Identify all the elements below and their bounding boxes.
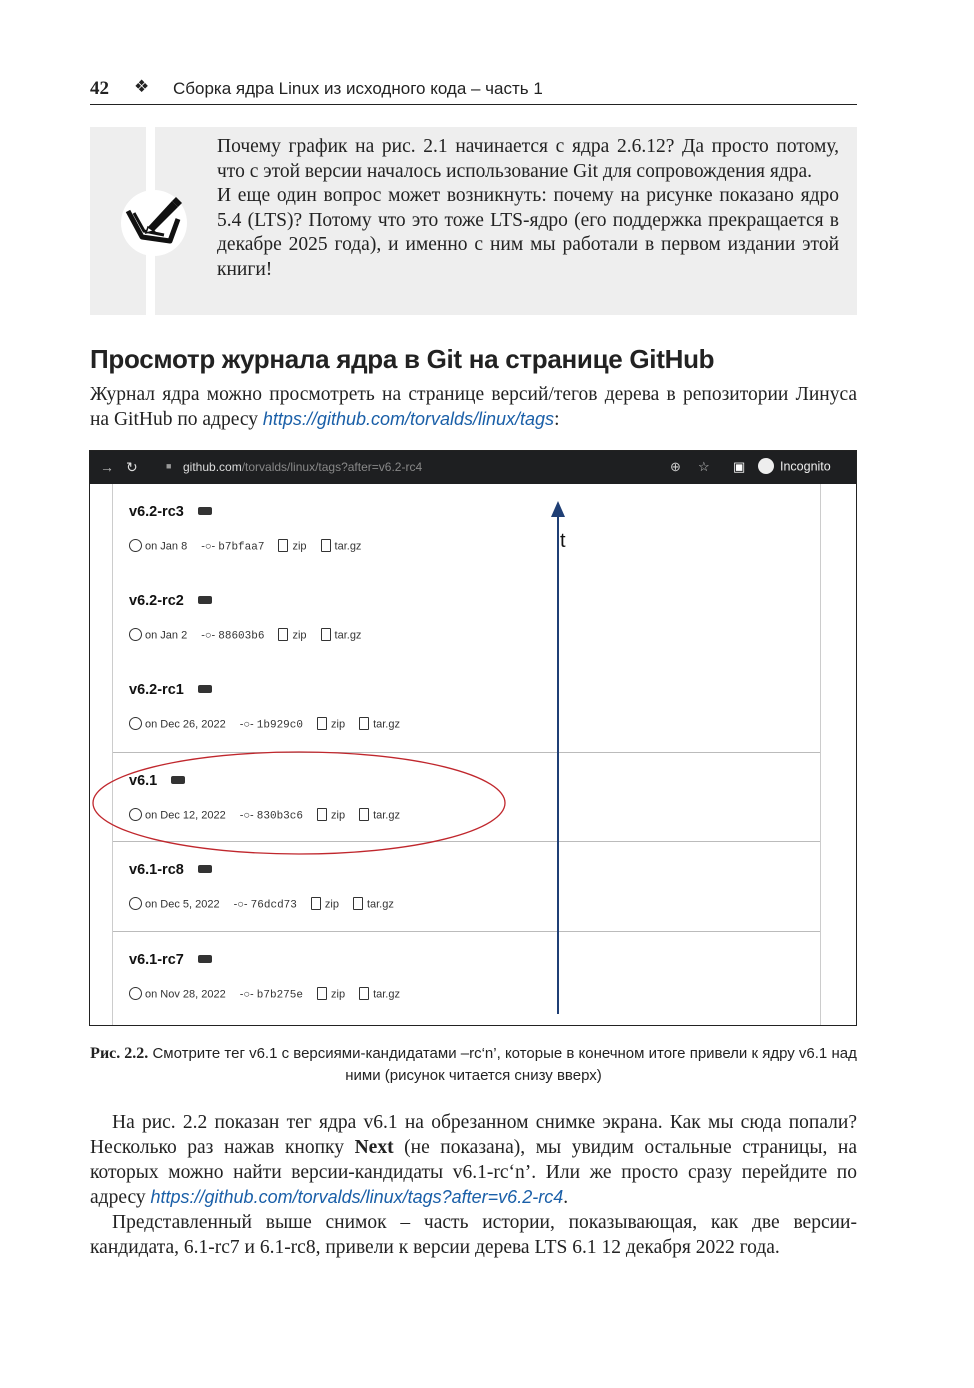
tags-link[interactable]: https://github.com/torvalds/linux/tags xyxy=(262,409,555,429)
reload-icon[interactable]: ↻ xyxy=(126,459,138,475)
tag-name-link[interactable]: v6.2-rc1 xyxy=(129,682,184,698)
tag-date: on Dec 12, 2022 xyxy=(145,809,226,822)
body-paragraph-1 xyxy=(90,1110,857,1210)
zip-link[interactable]: zip xyxy=(324,898,339,911)
time-arrow-head xyxy=(551,501,565,517)
note-paragraph-1: Почему график на рис. 2.1 начинается с ядра 2.6.12? Да просто потому, что с этой версии началось использование Git для сопровождения ядра. xyxy=(217,136,839,182)
intro-paragraph xyxy=(90,382,857,432)
tag-date: on Dec 5, 2022 xyxy=(145,898,220,911)
tag-date: on Nov 28, 2022 xyxy=(145,988,226,1001)
zip-link[interactable]: zip xyxy=(292,540,307,553)
annotation-overlay xyxy=(90,451,856,1025)
intro-end: : xyxy=(554,409,560,430)
caption-label: Рис. 2.2. xyxy=(90,1045,149,1062)
url-path: /torvalds/linux/tags?after=v6.2-rc4 xyxy=(241,460,423,474)
commit-hash[interactable]: 88603b6 xyxy=(218,630,265,643)
targz-link[interactable]: tar.gz xyxy=(334,629,362,642)
intro-text: Журнал ядра можно просмотреть на странице версий/тегов дерева в репозитории Линуса на GitHub по адресу xyxy=(90,384,857,430)
tag-date: on Jan 8 xyxy=(145,540,188,553)
v6-1-highlight-ellipse xyxy=(93,752,505,854)
zip-link[interactable]: zip xyxy=(292,629,307,642)
incognito-label: Incognito xyxy=(780,459,831,474)
commit-hash[interactable]: 76dcd73 xyxy=(250,899,297,912)
note-paragraph-2: И еще один вопрос может возникнуть: почему на рисунке показано ядро 5.4 (LTS)? Потому что это тоже LTS-ядро (его поддержка прекращается в декабре 2025 года), и именно с ним мы работали в первом издании этой книги! xyxy=(217,185,839,280)
figure-caption xyxy=(90,1043,857,1087)
forward-icon[interactable]: → xyxy=(100,459,114,475)
note-box xyxy=(90,127,857,315)
commit-icon: -○- xyxy=(239,809,254,822)
targz-link[interactable]: tar.gz xyxy=(366,898,394,911)
body-p1-part-b: (не показана), мы увидим остальные страницы, на которых можно найти версии-кандидаты v6.1-rc‘n’. Или же просто сразу перейдите по адресу xyxy=(90,1137,857,1208)
body-text xyxy=(90,1110,857,1260)
site-info-icon[interactable]: ■ xyxy=(166,461,172,471)
tag-name-link[interactable]: v6.1-rc8 xyxy=(129,862,184,878)
running-header xyxy=(90,76,857,105)
tab-toggle-icon[interactable]: ▣ xyxy=(733,459,746,474)
bookmark-star-icon[interactable]: ☆ xyxy=(698,459,710,474)
commit-icon: -○- xyxy=(201,629,216,642)
commit-hash[interactable]: 1b929c0 xyxy=(256,719,303,732)
commit-icon: -○- xyxy=(239,988,254,1001)
zip-link[interactable]: zip xyxy=(331,809,346,822)
body-p1-part-a: На рис. 2.2 показан тег ядра v6.1 на обрезанном снимке экрана. Как мы сюда попали? Несколько раз нажав кнопку xyxy=(90,1112,857,1158)
commit-icon: -○- xyxy=(239,718,254,731)
section-heading: Просмотр журнала ядра в Git на странице GitHub xyxy=(90,344,715,374)
url-domain: github.com xyxy=(183,460,242,474)
ornament-icon: ❖ xyxy=(134,77,150,96)
tag-date: on Dec 26, 2022 xyxy=(145,718,226,731)
tags-after-link[interactable]: https://github.com/torvalds/linux/tags?after=v6.2-rc4 xyxy=(150,1187,564,1207)
caption-text: Смотрите тег v6.1 с версиями-кандидатами –rc‘n’, которые в конечном итоге привели к ядру v6.1 над ними (рисунок читается снизу вверх) xyxy=(152,1045,857,1084)
tag-name-link[interactable]: v6.2-rc3 xyxy=(129,504,184,520)
note-pen-icon xyxy=(120,189,188,257)
commit-hash[interactable]: b7bfaa7 xyxy=(218,541,265,554)
page-number: 42 xyxy=(90,78,109,99)
targz-link[interactable]: tar.gz xyxy=(334,540,362,553)
time-arrow-label: t xyxy=(560,530,566,552)
commit-icon: -○- xyxy=(233,898,248,911)
zip-link[interactable]: zip xyxy=(331,718,346,731)
tag-name-link[interactable]: v6.1 xyxy=(129,773,158,789)
tag-name-link[interactable]: v6.2-rc2 xyxy=(129,593,184,609)
running-title: Сборка ядра Linux из исходного кода – часть 1 xyxy=(173,79,543,98)
targz-link[interactable]: tar.gz xyxy=(373,718,400,731)
body-p1-end: . xyxy=(563,1187,569,1208)
tag-name-link[interactable]: v6.1-rc7 xyxy=(129,952,184,968)
targz-link[interactable]: tar.gz xyxy=(373,809,400,822)
commit-hash[interactable]: b7b275e xyxy=(256,989,303,1002)
body-paragraph-2: Представленный выше снимок – часть истории, показывающая, как две версии-кандидата, 6.1-rc7 и 6.1-rc8, привели к версии дерева LTS 6.1 12 декабря 2022 года. xyxy=(90,1212,857,1258)
commit-icon: -○- xyxy=(201,540,216,553)
commit-hash[interactable]: 830b3c6 xyxy=(256,810,303,823)
targz-link[interactable]: tar.gz xyxy=(373,988,400,1001)
tag-date: on Jan 2 xyxy=(145,629,188,642)
zip-link[interactable]: zip xyxy=(331,988,346,1001)
next-button-label: Next xyxy=(354,1137,394,1158)
github-tags-screenshot xyxy=(89,450,857,1026)
zoom-icon[interactable]: ⊕ xyxy=(670,459,681,474)
